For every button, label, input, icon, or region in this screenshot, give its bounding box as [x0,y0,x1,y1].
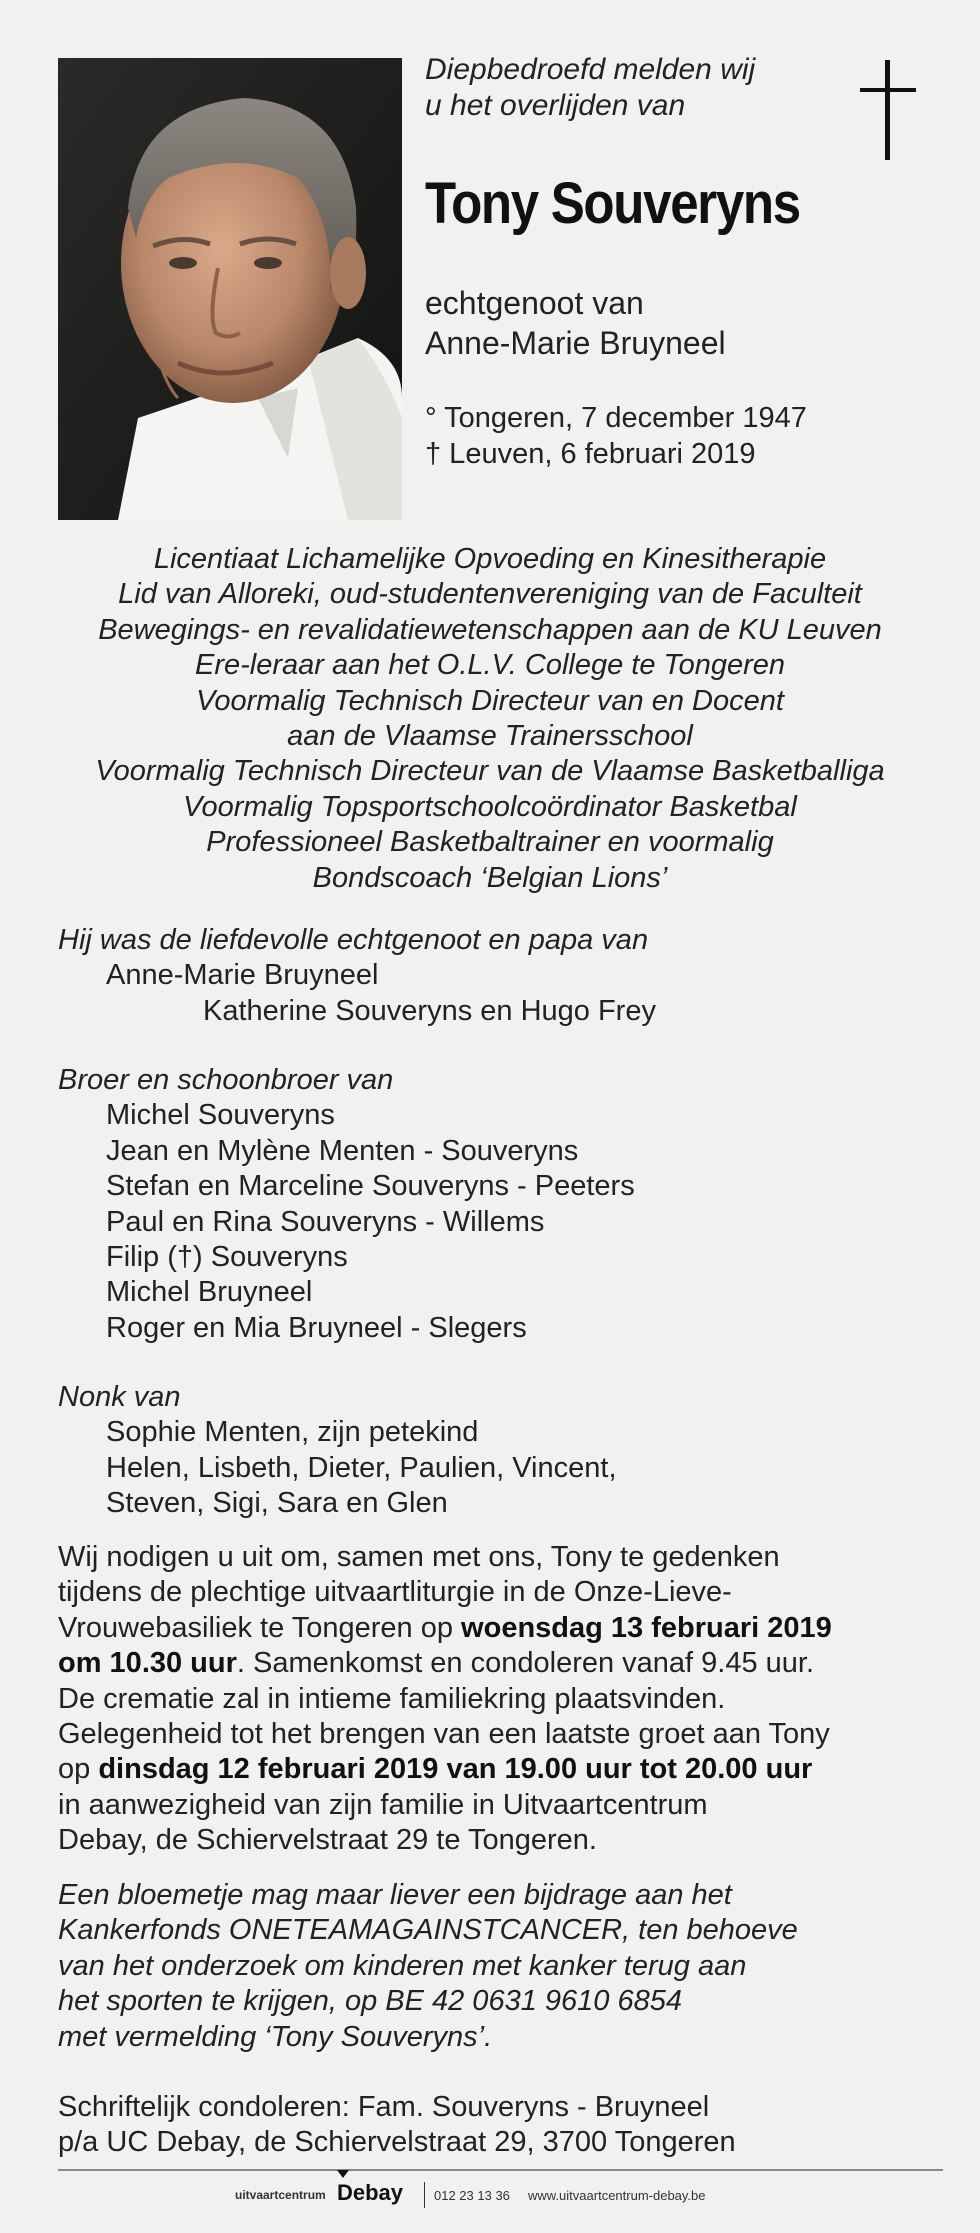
title-line: Voormalig Technisch Directeur van de Vlaamse Basketballiga [95,755,885,788]
life-dates [425,400,807,472]
invitation-text: . Samenkomst en condoleren vanaf 9.45 uur. [236,1647,815,1680]
title-line: Voormalig Topsportschoolcoördinator Basketbal [183,790,797,823]
footer-phone: 012 23 13 36 [434,2188,510,2203]
title-line: Lid van Alloreki, oud-studentenvereniging van de Faculteit [118,578,862,611]
title-line: Bewegings- en revalidatiewetenschappen aan de KU Leuven [98,613,882,646]
family-heading: Hij was de liefdevolle echtgenoot en papa van [58,924,649,956]
invitation-line [58,1646,928,1681]
family-member: Anne-Marie Bruyneel [106,959,379,992]
donation-line: Kankerfonds ONETEAMAGAINSTCANCER, ten behoeve [58,1914,798,1947]
invitation-line [58,1752,928,1787]
spouse-line: echtgenoot van [425,285,644,321]
siblings-section [58,1063,635,1346]
footer-divider [58,2169,943,2171]
title-line: Ere-leraar aan het O.L.V. College te Tongeren [194,649,786,682]
condolence-line: p/a UC Debay, de Schiervelstraat 29, 3700 Tongeren [58,2126,736,2159]
title-line: Professioneel Basketbaltrainer en voormalig [206,826,774,859]
footer-brand: uitvaartcentrum [235,2188,326,2202]
sibling-item: Stefan en Marceline Souveryns - Peeters [106,1170,635,1203]
footer-separator [424,2182,425,2208]
funeral-time: om 10.30 uur [58,1647,237,1680]
intro-text [425,52,755,124]
donation-line: het sporten te krijgen, op BE 42 0631 9610 6854 [58,1985,682,2018]
niece-nephew-item: Steven, Sigi, Sara en Glen [106,1487,448,1520]
sibling-item: Roger en Mia Bruyneel - Slegers [106,1311,527,1344]
invitation-line: tijdens de plechtige uitvaartliturgie in de Onze-Lieve- [58,1576,732,1609]
portrait-photo [58,58,402,520]
birth-date: ° Tongeren, 7 december 1947 [425,402,807,434]
sibling-item: Michel Souveryns [106,1099,335,1132]
family-section [58,923,656,1029]
sibling-item: Filip (†) Souveryns [106,1241,348,1274]
title-line: Licentiaat Lichamelijke Opvoeding en Kinesitherapie [153,543,827,575]
spouse-info [425,283,726,363]
title-line: aan de Vlaamse Trainersschool [287,720,693,753]
siblings-heading: Broer en schoonbroer van [58,1064,394,1096]
funeral-date: woensdag 13 februari 2019 [461,1611,832,1644]
footer [0,2176,980,2216]
donation-paragraph [58,1878,928,2055]
invitation-line: Debay, de Schiervelstraat 29 te Tongeren. [58,1824,597,1857]
spouse-line: Anne-Marie Bruyneel [425,325,726,361]
invitation-text: Vrouwebasiliek te Tongeren op [58,1611,462,1644]
invitation-line: in aanwezigheid van zijn familie in Uitvaartcentrum [58,1788,708,1821]
intro-line: u het overlijden van [425,89,686,122]
footer-logo-debay: Debay [337,2180,404,2205]
sibling-item: Jean en Mylène Menten - Souveryns [106,1134,579,1167]
deceased-name: Tony Souveryns [425,171,800,236]
family-member: Katherine Souveryns en Hugo Frey [203,994,656,1027]
niece-nephew-item: Helen, Lisbeth, Dieter, Paulien, Vincent, [106,1451,617,1484]
invitation-line: De crematie zal in intieme familiekring plaatsvinden. [58,1682,726,1715]
footer-website[interactable]: www.uitvaartcentrum-debay.be [528,2188,706,2203]
title-line: Bondscoach ‘Belgian Lions’ [312,861,668,894]
titles-list [40,542,940,896]
condolence-paragraph [58,2090,928,2161]
intro-line: Diepbedroefd melden wij [425,53,756,86]
donation-line: met vermelding ‘Tony Souveryns’. [58,2020,493,2053]
uncle-heading: Nonk van [58,1381,181,1413]
invitation-line [58,1611,928,1646]
invitation-paragraph [58,1540,928,1859]
invitation-line: Gelegenheid tot het brengen van een laatste groet aan Tony [58,1718,830,1751]
cross-icon [860,60,916,160]
condolence-line: Schriftelijk condoleren: Fam. Souveryns - Bruyneel [58,2091,710,2123]
uncle-section [58,1380,617,1522]
sibling-item: Paul en Rina Souveryns - Willems [106,1205,545,1238]
invitation-line: Wij nodigen u uit om, samen met ons, Tony te gedenken [58,1541,780,1573]
visitation-time: dinsdag 12 februari 2019 van 19.00 uur tot 20.00 uur [98,1753,813,1786]
niece-nephew-item: Sophie Menten, zijn petekind [106,1416,479,1449]
sibling-item: Michel Bruyneel [106,1276,313,1309]
donation-line: Een bloemetje mag maar liever een bijdrage aan het [58,1879,732,1911]
logo-triangle-icon [337,2170,349,2178]
title-line: Voormalig Technisch Directeur van en Docent [196,684,784,717]
death-date: † Leuven, 6 februari 2019 [425,438,756,470]
donation-line: van het onderzoek om kinderen met kanker terug aan [58,1949,747,1982]
invitation-text: op [58,1753,99,1786]
portrait-image [58,58,402,520]
